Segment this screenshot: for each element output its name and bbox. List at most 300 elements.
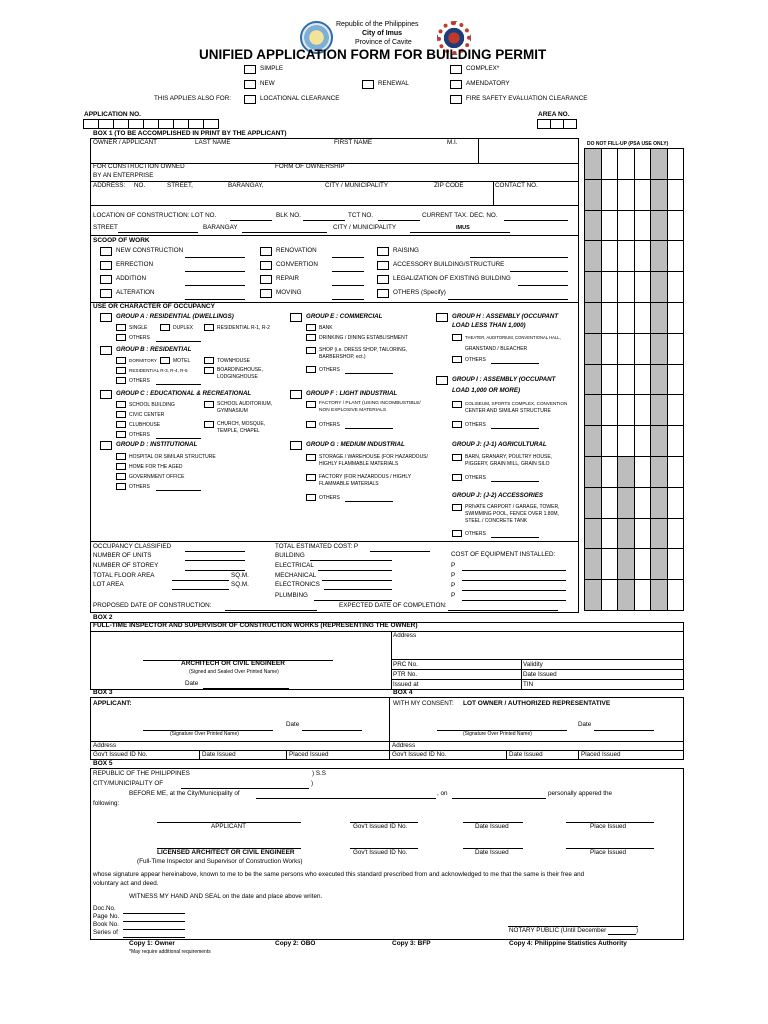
psa-grid-cell xyxy=(650,456,668,488)
line[interactable] xyxy=(332,299,364,300)
date-label: Date xyxy=(286,721,300,728)
townhouse-label: TOWNHOUSE xyxy=(217,358,250,364)
errection-checkbox[interactable] xyxy=(100,261,112,270)
line[interactable] xyxy=(448,610,558,611)
school-auditorium-label: SCHOOL AUDITORIUM, xyxy=(217,401,273,407)
raising-label: RAISING xyxy=(393,247,419,254)
psa-grid-cell xyxy=(634,302,652,334)
others-j1-checkbox[interactable] xyxy=(452,474,462,481)
line[interactable] xyxy=(156,341,201,342)
others-e-label: OTHERS xyxy=(319,367,340,373)
psa-grid-cell xyxy=(667,271,685,303)
others-scope-label: OTHERS (Specify) xyxy=(393,289,446,296)
line[interactable] xyxy=(462,570,566,571)
simple-label: SIMPLE xyxy=(260,65,284,72)
home-aged-label: HOME FOR THE AGED xyxy=(129,464,183,470)
group-h-label: GROUP H : ASSEMBLY (OCCUPANT xyxy=(452,313,559,320)
application-no-digit-box[interactable] xyxy=(83,119,99,129)
plumbing-label: PLUMBING xyxy=(275,592,308,599)
line[interactable] xyxy=(302,730,362,731)
line[interactable] xyxy=(123,937,185,938)
theater-checkbox[interactable] xyxy=(452,334,462,341)
tax-dec-label: CURRENT TAX. DEC. NO. xyxy=(422,212,498,219)
line[interactable] xyxy=(322,580,392,581)
divider xyxy=(391,659,684,660)
line[interactable] xyxy=(156,490,201,491)
group-a-checkbox[interactable] xyxy=(100,313,112,322)
application-no-digit-box[interactable] xyxy=(113,119,129,129)
blk-no-line[interactable] xyxy=(303,220,345,221)
psa-grid-cell xyxy=(601,364,619,396)
divider xyxy=(478,138,479,163)
city-line[interactable] xyxy=(410,232,510,233)
divider xyxy=(391,679,684,680)
repair-label: REPAIR xyxy=(276,275,299,282)
validity-label: Validity xyxy=(523,661,543,668)
divider xyxy=(389,741,684,742)
date-issued-label: Date Issued xyxy=(523,671,557,678)
psa-grid-cell xyxy=(584,333,602,365)
psa-grid-cell xyxy=(650,487,668,519)
group-g-label: GROUP G : MEDIUM INDUSTRIAL xyxy=(306,441,405,448)
alteration-label: ALTERATION xyxy=(116,289,155,296)
moving-checkbox[interactable] xyxy=(260,289,272,298)
area-no-digit-box[interactable] xyxy=(563,119,577,129)
area-no-digit-box[interactable] xyxy=(537,119,551,129)
others-c-checkbox[interactable] xyxy=(116,431,126,438)
architect-label: ARCHITECH OR CIVIL ENGINEER xyxy=(181,660,285,667)
group-c-checkbox[interactable] xyxy=(100,390,112,399)
line[interactable] xyxy=(185,560,245,561)
home-aged-checkbox[interactable] xyxy=(116,463,126,470)
divider xyxy=(578,750,579,760)
others-j1-label: OTHERS xyxy=(465,475,486,481)
signed-sealed-label: (Signed and Sealed Over Printed Name) xyxy=(189,669,279,675)
line[interactable] xyxy=(594,730,654,731)
psa-grid-cell xyxy=(650,518,668,550)
psa-grid-cell xyxy=(584,210,602,242)
psa-grid-cell xyxy=(584,425,602,457)
line[interactable] xyxy=(510,271,568,272)
others-h-checkbox[interactable] xyxy=(452,356,462,363)
application-no-digit-box[interactable] xyxy=(158,119,174,129)
box5-title: BOX 5 xyxy=(93,760,113,767)
psa-grid-cell xyxy=(601,179,619,211)
city-text: City of Imus xyxy=(362,30,403,37)
motel-label: MOTEL xyxy=(173,358,191,364)
psa-grid-cell xyxy=(601,487,619,519)
street-label: STREET xyxy=(93,224,118,231)
psa-grid-cell xyxy=(601,394,619,426)
complex-checkbox[interactable] xyxy=(450,65,462,74)
psa-grid-cell xyxy=(650,210,668,242)
others-a-checkbox[interactable] xyxy=(116,334,126,341)
legalization-checkbox[interactable] xyxy=(377,275,389,284)
acknowledgement-text: whose signature appear hereinabove, known to me to be the same persons who executed this standard prescribed from and acknowledged to me that the same is their free and xyxy=(93,871,585,878)
factory-haz-checkbox[interactable] xyxy=(306,474,316,481)
place-issued-label: Place Issued xyxy=(590,823,627,830)
lot-no-line[interactable] xyxy=(230,220,272,221)
footer-note: *May require additional requirements xyxy=(129,949,211,955)
private-label: PRIVATE CARPORT / GARAGE, TOWER, xyxy=(465,504,560,510)
copy3-label: Copy 3: BFP xyxy=(392,940,431,947)
group-b-checkbox[interactable] xyxy=(100,346,112,355)
psa-grid-cell xyxy=(634,394,652,426)
renewal-checkbox[interactable] xyxy=(362,80,374,89)
psa-grid-cell xyxy=(584,271,602,303)
line[interactable] xyxy=(345,428,393,429)
psa-grid-cell xyxy=(650,425,668,457)
clubhouse-checkbox[interactable] xyxy=(116,421,126,428)
line[interactable] xyxy=(156,384,201,385)
psa-grid-cell xyxy=(584,579,602,611)
line[interactable] xyxy=(225,610,317,611)
psa-grid-cell xyxy=(650,179,668,211)
factory-haz-label: FACTORY (FOR HAZARDOUS / HIGHLY xyxy=(319,474,412,480)
line[interactable] xyxy=(185,271,245,272)
locational-checkbox[interactable] xyxy=(244,95,256,104)
application-no-digit-box[interactable] xyxy=(98,119,114,129)
line[interactable] xyxy=(123,913,185,914)
others-d-label: OTHERS xyxy=(129,484,150,490)
group-f-checkbox[interactable] xyxy=(290,390,302,399)
psa-grid-cell xyxy=(650,548,668,580)
notary-label: NOTARY PUBLIC (Until December xyxy=(509,927,607,934)
government-checkbox[interactable] xyxy=(116,473,126,480)
occupancy-title: USE OR CHARACTER OF OCCUPANCY xyxy=(93,303,215,310)
gymnasium-label: GYMNASIUM xyxy=(217,408,248,414)
non-explosive-label: NON EXPLOSIVE MATERIALS xyxy=(319,408,387,413)
line[interactable] xyxy=(491,537,539,538)
psa-grid-cell xyxy=(584,487,602,519)
addition-checkbox[interactable] xyxy=(100,275,112,284)
psa-grid-cell xyxy=(601,240,619,272)
group-d-label: GROUP D : INSTITUTIONAL xyxy=(116,441,198,448)
school-auditorium-checkbox[interactable] xyxy=(204,401,214,408)
steel-label: STEEL / CONCRETE TANK xyxy=(465,518,528,524)
duplex-checkbox[interactable] xyxy=(160,324,170,331)
province-text: Province of Cavite xyxy=(355,39,412,46)
conversion-checkbox[interactable] xyxy=(260,261,272,270)
new-checkbox[interactable] xyxy=(244,80,256,89)
psa-use-label: DO NOT FILL-UP (PSA USE ONLY) xyxy=(587,141,669,147)
psa-grid-cell xyxy=(617,364,635,396)
city-of-label: CITY/MUNICIPALITY OF xyxy=(93,780,164,787)
p-label: P xyxy=(451,562,456,569)
line[interactable] xyxy=(123,929,185,930)
others-g-checkbox[interactable] xyxy=(306,494,316,501)
divider xyxy=(506,750,507,760)
conversion-label: CONVERTION xyxy=(276,261,318,268)
residential-r1-label: RESIDENTIAL R-1, R-2 xyxy=(217,325,270,331)
private-checkbox[interactable] xyxy=(452,504,462,511)
line[interactable] xyxy=(462,590,566,591)
granstand-label: GRANSTAND / BLEACHER xyxy=(465,346,528,352)
signature-label: (Signature Over Printed Name) xyxy=(170,731,239,737)
line[interactable] xyxy=(172,589,229,590)
group-g-checkbox[interactable] xyxy=(290,441,302,450)
line[interactable] xyxy=(318,570,392,571)
city-value: IMUS xyxy=(456,225,470,231)
line[interactable] xyxy=(310,560,392,561)
new-construction-label: NEW CONSTRUCTION xyxy=(116,247,184,254)
line[interactable] xyxy=(324,589,392,590)
line[interactable] xyxy=(345,373,393,374)
psa-grid-cell xyxy=(584,240,602,272)
line[interactable] xyxy=(332,257,364,258)
address-label: Address xyxy=(93,742,117,749)
line[interactable] xyxy=(608,934,636,935)
line[interactable] xyxy=(185,551,245,552)
repair-checkbox[interactable] xyxy=(260,275,272,284)
line[interactable] xyxy=(185,285,245,286)
school-building-checkbox[interactable] xyxy=(116,401,126,408)
street-line[interactable] xyxy=(118,232,198,233)
psa-grid-cell xyxy=(617,518,635,550)
line[interactable] xyxy=(123,921,185,922)
others-i-checkbox[interactable] xyxy=(452,421,462,428)
psa-grid-cell xyxy=(601,456,619,488)
date-line[interactable] xyxy=(452,798,546,799)
psa-grid-cell xyxy=(667,240,685,272)
copy1-label: Copy 1: Owner xyxy=(129,940,175,947)
psa-grid-cell xyxy=(650,148,668,180)
townhouse-checkbox[interactable] xyxy=(204,357,214,364)
divider xyxy=(90,741,389,742)
psa-grid-cell xyxy=(634,364,652,396)
place-issued-label: Placed Issued xyxy=(581,751,621,758)
divider xyxy=(391,631,392,690)
proposed-date-label: PROPOSED DATE OF CONSTRUCTION: xyxy=(93,602,212,609)
lot-area-label: LOT AREA xyxy=(93,581,124,588)
new-construction-checkbox[interactable] xyxy=(100,247,112,256)
total-cost-label: TOTAL ESTIMATED COST: P xyxy=(275,543,359,550)
republic-label: REPUBLIC OF THE PHILIPPINES xyxy=(93,770,190,777)
errection-label: ERRECTION xyxy=(116,261,154,268)
box3-title: BOX 3 xyxy=(93,689,113,696)
psa-grid-cell xyxy=(601,579,619,611)
line[interactable] xyxy=(172,580,229,581)
barangay-line[interactable] xyxy=(242,232,327,233)
residential-r3-checkbox[interactable] xyxy=(116,367,126,374)
line[interactable] xyxy=(470,257,568,258)
date-issued-label: Date Issued xyxy=(475,849,509,856)
line[interactable] xyxy=(345,501,393,502)
psa-grid-cell xyxy=(617,302,635,334)
others-d-checkbox[interactable] xyxy=(116,483,126,490)
psa-grid-cell xyxy=(617,425,635,457)
line[interactable] xyxy=(491,363,539,364)
group-e-checkbox[interactable] xyxy=(290,313,302,322)
psa-grid-cell xyxy=(634,487,652,519)
single-checkbox[interactable] xyxy=(116,324,126,331)
witness-text: WITNESS MY HAND AND SEAL on the date and place above writen. xyxy=(129,893,323,900)
expected-date-label: EXPECTED DATE OF COMPLETION: xyxy=(339,602,447,609)
application-no-digit-box[interactable] xyxy=(128,119,144,129)
motel-checkbox[interactable] xyxy=(160,357,170,364)
boarding-label: BOARDINGHOUSE, xyxy=(217,367,263,373)
box2-title: BOX 2 xyxy=(93,614,113,621)
dormitory-checkbox[interactable] xyxy=(116,357,126,364)
psa-grid-cell xyxy=(617,456,635,488)
flam-materials-label: FLAMMABLE MATERIALS xyxy=(319,481,379,487)
line[interactable] xyxy=(185,257,245,258)
line[interactable] xyxy=(491,481,539,482)
psa-grid-cell xyxy=(617,271,635,303)
application-no-digit-box[interactable] xyxy=(188,119,204,129)
lodging-label: LODGINGHOUSE xyxy=(217,374,258,380)
electronics-label: ELECTRONICS xyxy=(275,581,320,588)
psa-grid-cell xyxy=(601,518,619,550)
close-paren: ) xyxy=(311,780,314,787)
application-no-digit-box[interactable] xyxy=(173,119,189,129)
application-no-label: APPLICATION NO. xyxy=(84,111,141,118)
city-municipality-label: CITY / MUNICIPALITY xyxy=(333,224,397,231)
construction-owned-label: FOR CONSTRUCTION OWNED xyxy=(93,163,185,170)
address-label: Address xyxy=(392,742,416,749)
shop-checkbox[interactable] xyxy=(306,347,316,354)
psa-grid-cell xyxy=(634,518,652,550)
factory-light-label: FACTORY / PLANT (USING INCOMBUSTIBLE/ xyxy=(319,401,421,406)
date-label: Date xyxy=(185,680,199,687)
others-f-label: OTHERS xyxy=(319,422,340,428)
group-d-checkbox[interactable] xyxy=(100,441,112,450)
line[interactable] xyxy=(462,580,566,581)
line[interactable] xyxy=(185,299,245,300)
psa-grid-cell xyxy=(617,548,635,580)
barangay-label: BARANGAY xyxy=(203,224,238,231)
alteration-checkbox[interactable] xyxy=(100,289,112,298)
govt-id-label: Gov't Issued ID No. xyxy=(93,751,148,758)
line[interactable] xyxy=(518,285,568,286)
renovation-checkbox[interactable] xyxy=(260,247,272,256)
storage-checkbox[interactable] xyxy=(306,454,316,461)
book-no-label: Book No. xyxy=(93,921,119,928)
others-b-checkbox[interactable] xyxy=(116,377,126,384)
line[interactable] xyxy=(314,600,392,601)
center-similar-label: CENTER AND SIMILAR STRUCTURE xyxy=(465,408,551,414)
by-enterprise-label: BY AN ENTERPRISE xyxy=(93,172,154,179)
on-label: , on xyxy=(437,790,448,797)
address-label: ADDRESS: xyxy=(93,182,126,189)
drinking-checkbox[interactable] xyxy=(306,334,316,341)
tct-no-label: TCT NO. xyxy=(348,212,374,219)
church-checkbox[interactable] xyxy=(204,421,214,428)
others-f-checkbox[interactable] xyxy=(306,421,316,428)
fire-safety-checkbox[interactable] xyxy=(450,95,462,104)
prc-label: PRC No. xyxy=(393,661,418,668)
boarding-checkbox[interactable] xyxy=(204,367,214,374)
group-f-label: GROUP F : LIGHT INDUSTRIAL xyxy=(306,390,398,397)
electrical-label: ELECTRICAL xyxy=(275,562,314,569)
line[interactable] xyxy=(203,688,289,689)
others-a-label: OTHERS xyxy=(129,335,150,341)
barn-checkbox[interactable] xyxy=(452,454,462,461)
box4-title: BOX 4 xyxy=(393,689,413,696)
others-j2-checkbox[interactable] xyxy=(452,530,462,537)
barbershop-label: BARBERSHOP, ect.) xyxy=(319,354,366,360)
psa-grid-cell xyxy=(634,425,652,457)
equipment-label: COST OF EQUIPMENT INSTALLED: xyxy=(451,551,556,558)
line[interactable] xyxy=(462,600,566,601)
city-line[interactable] xyxy=(256,798,436,799)
psa-grid-cell xyxy=(634,210,652,242)
clubhouse-label: CLUBHOUSE xyxy=(129,422,161,428)
line[interactable] xyxy=(370,551,430,552)
date-label: Date xyxy=(578,721,592,728)
no-label: NO. xyxy=(134,182,146,189)
psa-grid-cell xyxy=(650,271,668,303)
hospital-checkbox[interactable] xyxy=(116,453,126,460)
group-b-label: GROUP B : RESIDENTIAL xyxy=(116,346,192,353)
area-no-digit-box[interactable] xyxy=(550,119,564,129)
group-e-label: GROUP E : COMMERCIAL xyxy=(306,313,383,320)
accessory-checkbox[interactable] xyxy=(377,261,389,270)
line[interactable] xyxy=(156,438,201,439)
residential-r1-checkbox[interactable] xyxy=(204,324,214,331)
line[interactable] xyxy=(448,299,568,300)
psa-grid-cell xyxy=(617,487,635,519)
line[interactable] xyxy=(332,271,364,272)
psa-grid-cell xyxy=(667,333,685,365)
appeared-label: personally appered the xyxy=(548,790,613,797)
factory-light-checkbox[interactable] xyxy=(306,401,316,408)
before-me-label: BEFORE ME, at the City/Municipality of xyxy=(129,790,240,797)
location-lot-label: LOCATION OF CONSTRUCTION: LOT NO. xyxy=(93,212,217,219)
tct-no-line[interactable] xyxy=(378,220,420,221)
group-h-checkbox[interactable] xyxy=(436,313,448,322)
psa-grid-cell xyxy=(584,179,602,211)
others-e-checkbox[interactable] xyxy=(306,366,316,373)
line[interactable] xyxy=(185,570,245,571)
applies-also-label: THIS APPLIES ALSO FOR: xyxy=(154,95,231,102)
coliseum-checkbox[interactable] xyxy=(452,401,462,408)
psa-grid-cell xyxy=(634,240,652,272)
civic-checkbox[interactable] xyxy=(116,411,126,418)
amendatory-checkbox[interactable] xyxy=(450,80,462,89)
psa-grid-cell xyxy=(650,394,668,426)
tin-label: TIN xyxy=(523,681,534,688)
raising-checkbox[interactable] xyxy=(377,247,389,256)
locational-label: LOCATIONAL CLEARANCE xyxy=(260,95,340,102)
box1-title: BOX 1 (TO BE ACCOMPLISHED IN PRINT BY THE APPLICANT) xyxy=(93,130,287,137)
line[interactable] xyxy=(491,428,539,429)
govt-id-label: Gov't Issued ID No. xyxy=(353,849,408,856)
new-label: NEW xyxy=(260,80,275,87)
tax-dec-line[interactable] xyxy=(504,220,568,221)
building-label: BUILDING xyxy=(275,552,305,559)
application-no-digit-box[interactable] xyxy=(143,119,159,129)
bank-checkbox[interactable] xyxy=(306,324,316,331)
church-label: CHURCH, MOSQUE, xyxy=(217,421,266,427)
complex-label: COMPLEX* xyxy=(466,65,500,72)
line[interactable] xyxy=(332,285,364,286)
group-i-checkbox[interactable] xyxy=(436,376,448,385)
group-j1-label: GROUP J: (J-1) AGRICULTURAL xyxy=(452,441,547,448)
application-no-digit-box[interactable] xyxy=(203,119,219,129)
following-label: following: xyxy=(93,800,120,807)
shop-label: SHOP (i.e. DRESS SHOP, TAILORING, xyxy=(319,347,407,353)
page-title: UNIFIED APPLICATION FORM FOR BUILDING PERMIT xyxy=(199,47,547,62)
simple-checkbox[interactable] xyxy=(244,65,256,74)
psa-grid-cell xyxy=(634,148,652,180)
city-of-line[interactable] xyxy=(181,788,309,789)
others-i-label: OTHERS xyxy=(465,422,486,428)
voluntary-text: voluntary act and deed. xyxy=(93,880,159,887)
others-scope-checkbox[interactable] xyxy=(377,289,389,298)
psa-grid-cell xyxy=(667,394,685,426)
city-municipality-label: CITY / MUNICIPALITY xyxy=(325,182,389,189)
